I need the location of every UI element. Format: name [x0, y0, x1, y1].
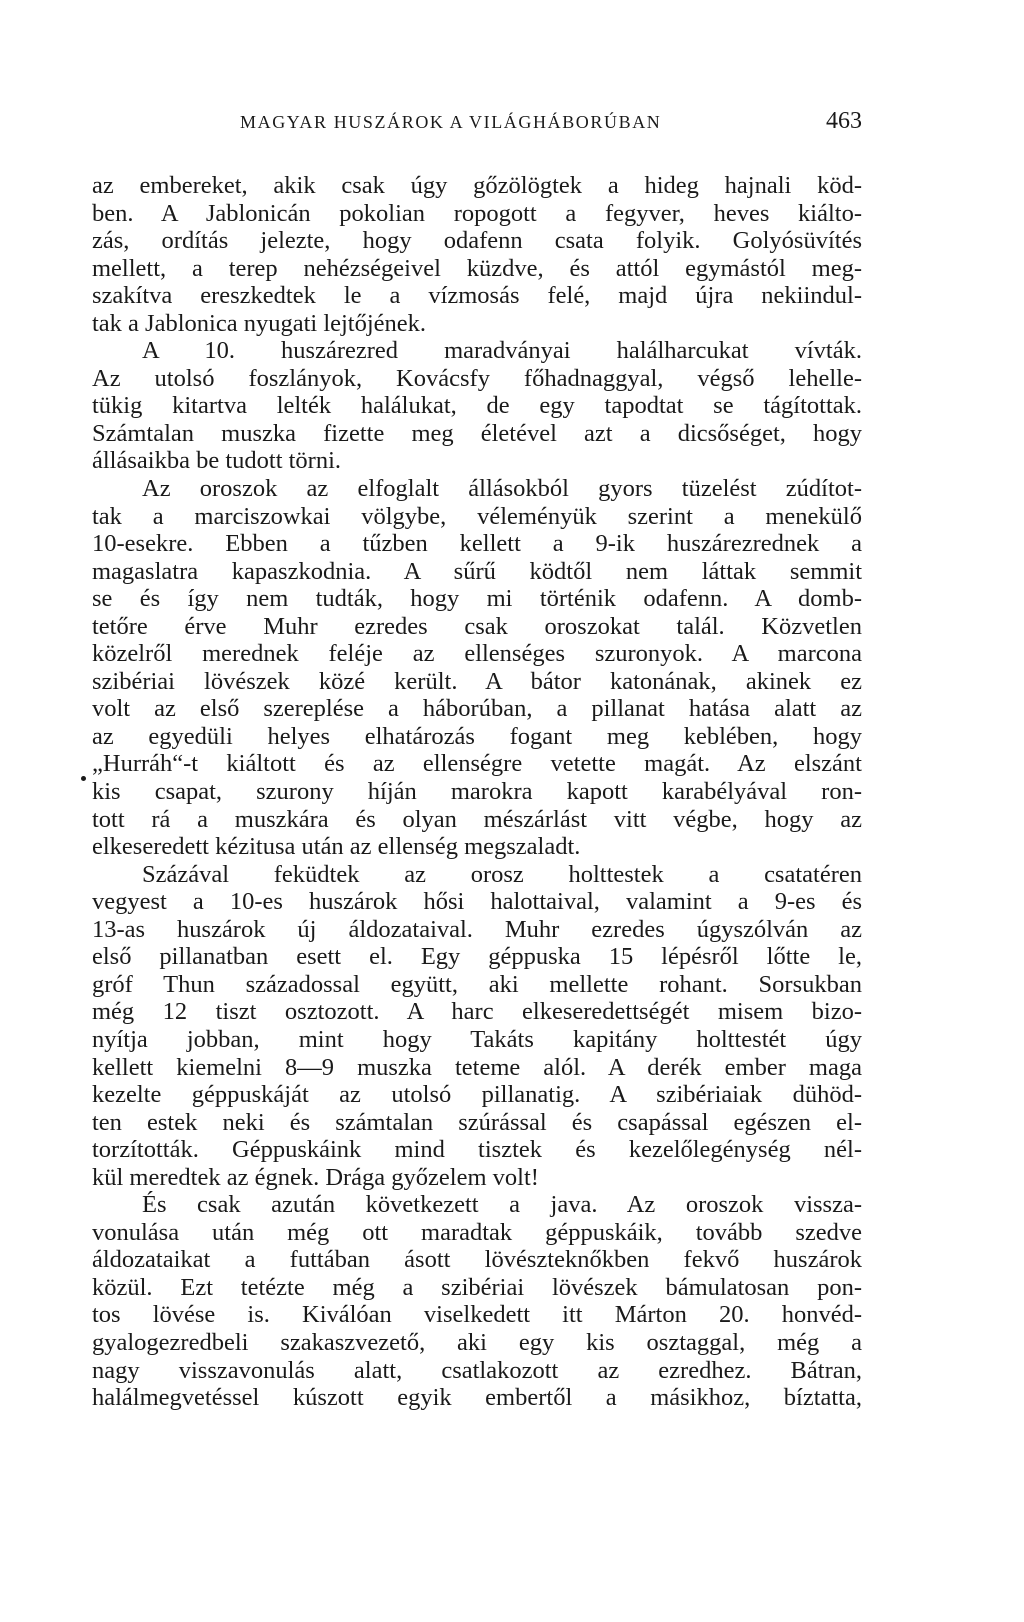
text-line: az embereket, akik csak úgy gőzölögtek a hideg hajnali köd- — [92, 172, 862, 199]
body-text — [92, 172, 862, 1412]
text-line: zás, ordítás jelezte, hogy odafenn csata folyik. Golyósüvítés — [92, 227, 862, 255]
text-line: tott rá a muszkára és olyan mészárlást vitt végbe, hogy az — [92, 805, 862, 833]
text-line: ben. A Jablonicán pokolian ropogott a fegyver, heves kiálto- — [92, 199, 862, 227]
text-line: vonulása után még ott maradtak géppuskáik, tovább szedve — [92, 1218, 862, 1246]
text-line: tetőre érve Muhr ezredes csak oroszokat talál. Közvetlen — [92, 612, 862, 640]
text-line: gyalogezredbeli szakaszvezető, aki egy kis osztaggal, még a — [92, 1328, 862, 1356]
text-line: 10-esekre. Ebben a tűzben kellett a 9-ik huszárezrednek a — [92, 530, 862, 558]
text-line: elkeseredett kézitusa után az ellenség megszaladt. — [92, 833, 581, 861]
paragraph-start-line: Az oroszok az elfoglalt állásokból gyors tüzelést zúdítot- — [142, 475, 862, 503]
text-line: magaslatra kapaszkodnia. A sűrű ködtől nem láttak semmit — [92, 557, 862, 585]
text-line: ten estek neki és számtalan szúrással és csapással egészen el- — [92, 1108, 862, 1136]
text-line: szakítva ereszkedtek le a vízmosás felé, majd újra nekiindul- — [92, 282, 862, 310]
text-line: tükig kitartva lelték halálukat, de egy tapodtat se tágítottak. — [92, 392, 862, 420]
text-line: kül meredtek az égnek. Drága győzelem volt! — [92, 1163, 539, 1191]
text-line: mellett, a terep nehézségeivel küzdve, és attól egymástól meg- — [92, 254, 862, 282]
running-head — [92, 108, 862, 140]
paragraph-start-line: És csak azután következett a java. Az oroszok vissza- — [142, 1191, 862, 1219]
text-line: torzították. Géppuskáink mind tisztek és kezelőlegénység nél- — [92, 1136, 862, 1164]
text-line: vegyest a 10-es huszárok hősi halottaival, valamint a 9-es és — [92, 888, 862, 916]
text-line: Az utolsó foszlányok, Kovácsfy főhadnaggyal, végső lehelle- — [92, 364, 862, 392]
page-number: 463 — [826, 108, 862, 134]
text-line: kis csapat, szurony híján marokra kapott karabélyával ron- — [92, 778, 862, 806]
text-line: közül. Ezt tetézte még a szibériai lövészek bámulatosan pon- — [92, 1273, 862, 1301]
text-line: közelről merednek feléje az ellenséges szuronyok. A marcona — [92, 640, 862, 668]
text-line: áldozataikat a futtában ásott lövészteknőkben fekvő huszárok — [92, 1246, 862, 1274]
text-line: kezelte géppuskáját az utolsó pillanatig. A szibériaiak dühöd- — [92, 1081, 862, 1109]
text-line: volt az első szereplése a háborúban, a pillanat hatása alatt az — [92, 695, 862, 723]
text-line: nagy visszavonulás alatt, csatlakozott az ezredhez. Bátran, — [92, 1356, 862, 1384]
text-line: gróf Thun századossal együtt, aki mellette rohant. Sorsukban — [92, 970, 862, 998]
margin-dot — [81, 776, 86, 781]
text-line: tak a marciszowkai völgybe, véleményük szerint a menekülő — [92, 502, 862, 530]
running-title: MAGYAR HUSZÁROK A VILÁGHÁBORÚBAN — [240, 112, 662, 132]
text-line: 13-as huszárok új áldozataival. Muhr ezredes úgyszólván az — [92, 915, 862, 943]
paragraph-start-line: A 10. huszárezred maradványai halálharcukat vívták. — [142, 337, 862, 365]
text-line: se és így nem tudták, hogy mi történik odafenn. A domb- — [92, 585, 862, 613]
text-line: tos lövése is. Kiválóan viselkedett itt Márton 20. honvéd- — [92, 1301, 862, 1329]
text-line: halálmegvetéssel kúszott egyik embertől a másikhoz, bíztatta, — [92, 1384, 862, 1412]
text-line: nyítja jobban, mint hogy Takáts kapitány holttestét úgy — [92, 1025, 862, 1053]
text-line: első pillanatban esett el. Egy géppuska 15 lépésről lőtte le, — [92, 943, 862, 971]
text-line: szibériai lövészek közé került. A bátor katonának, akinek ez — [92, 667, 862, 695]
paragraph-start-line: Százával feküdtek az orosz holttestek a csatatéren — [142, 860, 862, 888]
text-line: „Hurráh“-t kiáltott és az ellenségre vetette magát. Az elszánt — [92, 750, 862, 778]
text-line: Számtalan muszka fizette meg életével azt a dicsőséget, hogy — [92, 419, 862, 447]
text-line: kellett kiemelni 8—9 muszka teteme alól. A derék ember maga — [92, 1053, 862, 1081]
text-line: még 12 tiszt osztozott. A harc elkeseredettségét misem bizo- — [92, 998, 862, 1026]
text-line: tak a Jablonica nyugati lejtőjének. — [92, 309, 427, 337]
text-line: az egyedüli helyes elhatározás fogant meg keblében, hogy — [92, 722, 862, 750]
text-line: állásaikba be tudott törni. — [92, 447, 342, 475]
